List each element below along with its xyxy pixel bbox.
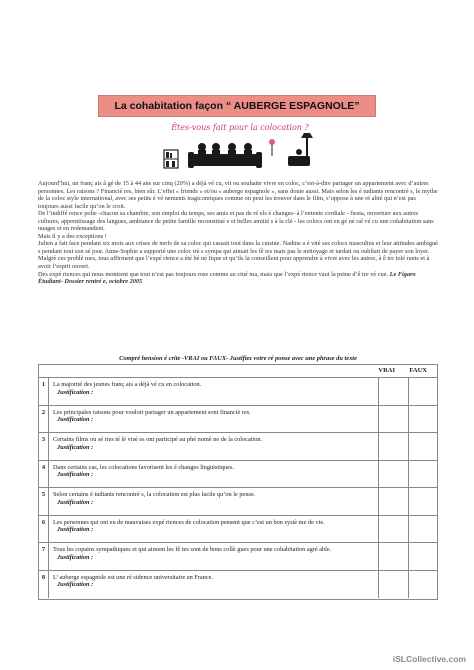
true-false-table bbox=[38, 364, 438, 600]
sofa-group-icon bbox=[188, 143, 262, 168]
question-number: 3 bbox=[39, 433, 49, 460]
question-number: 1 bbox=[39, 378, 49, 405]
question-number: 7 bbox=[39, 543, 49, 570]
question-text: Certains films ou sé ries té lé visé es ont participé au phé nomè ne de la colocation. bbox=[53, 436, 263, 443]
question-row bbox=[39, 433, 437, 461]
question-row bbox=[39, 406, 437, 434]
justification-label: Justification : bbox=[57, 498, 94, 506]
justification-label: Justification : bbox=[57, 443, 94, 451]
justification-label: Justification : bbox=[57, 553, 94, 561]
paragraph: De l’indiffé rence polie -chacun sa chambre, son emploi du temps, ses amis et pas de ré els é changes- à l’entente cordiale - fiesta, ouverture aux autres cultures, apprentissage des langues, ambiance de petite famille reconstitué e et belles amitié s à la clé - les colocs ont en gé né ral vé cu une cohabitation sans nuages et en redemandent. bbox=[38, 210, 434, 233]
justification-label: Justification : bbox=[57, 526, 94, 533]
colocation-illustration bbox=[160, 130, 320, 176]
article-text bbox=[38, 180, 438, 286]
question-row bbox=[39, 571, 437, 599]
question-text: Dans certains cas, les colocations favorisent les é changes linguistiques. bbox=[53, 463, 234, 471]
justification-label: Justification : bbox=[57, 388, 94, 396]
title-text: La cohabitation façon “ AUBERGE ESPAGNOLE” bbox=[114, 100, 360, 112]
question-text: Tous les copains sympathiques et qui aiment les fê tes sont de bons collè gues pour une cohabitation agré able. bbox=[53, 546, 332, 553]
question-number: 8 bbox=[39, 571, 49, 599]
question-number: 2 bbox=[39, 406, 49, 433]
question-number: 5 bbox=[39, 488, 49, 515]
question-row bbox=[39, 378, 437, 406]
lamp-icon bbox=[269, 139, 275, 156]
table-header bbox=[39, 365, 437, 378]
armchair-icon bbox=[288, 133, 313, 166]
justification-label: Justification : bbox=[57, 471, 94, 478]
question-row bbox=[39, 543, 437, 571]
vrai-column-header: VRAI bbox=[378, 367, 395, 374]
question-text: Les personnes qui ont eu de mauvaises expé riences de colocation pensent que c’est un bon systè me de vie. bbox=[53, 518, 325, 526]
footer-watermark: iSLCollective.com bbox=[392, 654, 466, 664]
subtitle: Êtes-vous fait pour la colocation ? bbox=[171, 123, 309, 132]
justification-label: Justification : bbox=[57, 581, 94, 588]
paragraph: Aujourd’hui, un franç ais â gé de 15 à 44 ans sur cinq (20%) a déjà vé cu, vit ou souhaite vivre en coloc, c’est-à-dire partager un appartement avec d’autres personnes. Les raisons ? Financiè res, bien sûr. L’effet « friends » et/ou « auberge espagnole », sans doute aussi. Mais selon les é tudiants rencontré s, le mythe de la coloc style international, avec ses petits é vé nements tragicomiques comme on peut les trouver dans le film, s’oppose à une ré alité qui n’est pas toujours aussi facile qu’on le croit. bbox=[38, 180, 438, 210]
source-signature: Le Figaro Étudiant- Dossier rentré e, octobre 2005 bbox=[38, 270, 416, 286]
question-number: 6 bbox=[39, 516, 49, 543]
paragraph: Julien a fait face pendant six mois aux crises de nerfs de sa coloc qui cassait tout dans la cuisine. Nadine a é vité ses colocs masculins et leur attitudes ambigué s pendant tout son sé jour. Anne-Sophie a supporté une coloc trè s sympa qui aimait les fê tes mais pas le nettoyage et tardait ou oubliait de payer son loyer. Malgré ces problè mes, tous affirment que l’expé rience a été bé né fique et qu’ils la conseillent pour apprendre à vivre avec les autres, à ê tre tolé rants et à avoir l’esprit ouvert. bbox=[38, 240, 438, 271]
question-text: L’ auberge espagnole est une ré sidence universitaire en France. bbox=[53, 573, 214, 581]
exercise-instructions: Compré hension é crite -VRAI ou FAUX- Justifiez votre ré ponse avec une phrase du texte bbox=[119, 355, 357, 362]
paragraph bbox=[38, 271, 438, 286]
question-text: Les principales raisons pour vouloir partager un appartement sont financiè res. bbox=[53, 408, 251, 416]
question-number: 4 bbox=[39, 461, 49, 488]
bookshelf-icon bbox=[164, 150, 178, 168]
question-row bbox=[39, 488, 437, 516]
question-text: Selon certains é tudiants rencontré s, la colocation est plus facile qu’on le pense. bbox=[53, 491, 256, 498]
question-row bbox=[39, 461, 437, 489]
question-text: La majorité des jeunes franç ais a déjà vé cu en colocation. bbox=[53, 381, 202, 388]
paragraph-text: Des expé riences qui nous montrent que tout n’est pas toujours rose comme au ciné ma, mais que l’expé rience vaut la peine d’ê tre vé cue. bbox=[38, 270, 389, 278]
paragraph: Mais il y a des exceptions ! bbox=[38, 232, 107, 240]
question-row bbox=[39, 516, 437, 544]
faux-column-header: FAUX bbox=[409, 367, 427, 374]
justification-label: Justification : bbox=[57, 416, 94, 423]
worksheet-title bbox=[98, 95, 376, 117]
